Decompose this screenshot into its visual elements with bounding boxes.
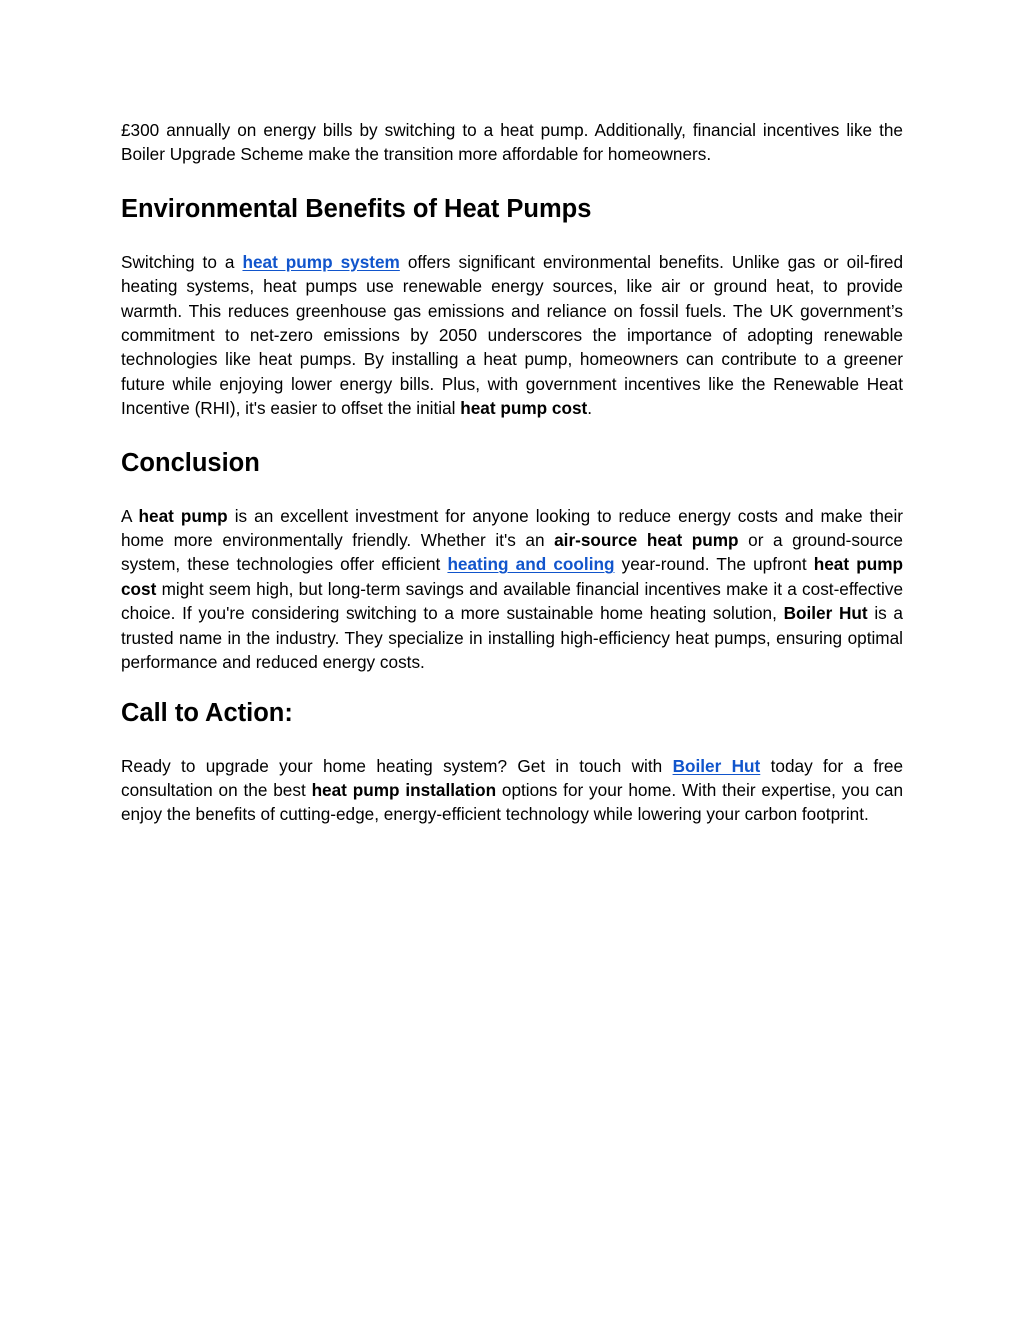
cta-text-3: options for your home. With their expertise, you can enjoy the benefits of cutting-edge, energy-efficient technology while lowering your carbon footprint.	[121, 779, 904, 825]
environmental-text-3: .	[587, 398, 593, 419]
conclusion-text-2: is an excellent investment for anyone looking to reduce energy costs and make their home more environmentally friendly. Whether it's an	[121, 505, 903, 551]
heat-pump-cost-bold: heat pump cost	[460, 398, 588, 419]
conclusion-paragraph	[121, 504, 903, 675]
heat-pump-cost-bold-2: heat pump cost	[121, 554, 903, 599]
document-page	[121, 118, 903, 827]
intro-paragraph	[121, 118, 903, 167]
conclusion-text-6: is a trusted name in the industry. They specialize in installing high-efficiency heat pumps, ensuring optimal performance and reduced energy costs.	[121, 603, 903, 673]
environmental-heading: Environmental Benefits of Heat Pumps	[121, 194, 592, 223]
boiler-hut-link[interactable]: Boiler Hut	[672, 755, 761, 776]
conclusion-heading: Conclusion	[121, 448, 260, 477]
air-source-heat-pump-bold: air-source heat pump	[554, 530, 739, 551]
heat-pump-bold: heat pump	[138, 505, 228, 526]
conclusion-text-5: might seem high, but long-term savings and available financial incentives make it a cost-effective choice. If you're considering switching to a more sustainable home heating solution,	[121, 578, 903, 624]
environmental-text-2: offers significant environmental benefits. Unlike gas or oil-fired heating systems, heat pumps use renewable energy sources, like air or ground heat, to provide warmth. This reduces greenhouse gas emissions and reliance on fossil fuels. The UK government’s commitment to net-zero emissions by 2050 underscores the importance of adopting renewable technologies like heat pumps. By installing a heat pump, homeowners can contribute to a greener future while enjoying lower energy bills. Plus, with government incentives like the Renewable Heat Incentive (RHI), it's easier to offset the initial	[121, 251, 903, 419]
cta-text-1: Ready to upgrade your home heating system? Get in touch with	[121, 755, 673, 776]
environmental-paragraph	[121, 250, 903, 421]
call-to-action-paragraph	[121, 754, 903, 827]
heat-pump-system-link[interactable]: heat pump system	[242, 251, 400, 272]
intro-text: £300 annually on energy bills by switching to a heat pump. Additionally, financial incentives like the Boiler Upgrade Scheme make the transition more affordable for homeowners.	[121, 120, 903, 165]
conclusion-text-3: or a ground-source system, these technologies offer efficient	[121, 530, 903, 575]
call-to-action-heading: Call to Action:	[121, 698, 293, 727]
heating-and-cooling-link[interactable]: heating and cooling	[447, 554, 615, 575]
boiler-hut-bold: Boiler Hut	[783, 603, 868, 624]
cta-text-2: today for a free consultation on the best	[121, 755, 904, 800]
heat-pump-installation-bold: heat pump installation	[311, 779, 497, 800]
conclusion-text-4: year-round. The upfront	[614, 554, 814, 575]
conclusion-text-1: A	[121, 505, 139, 526]
environmental-text-1: Switching to a	[121, 251, 243, 272]
